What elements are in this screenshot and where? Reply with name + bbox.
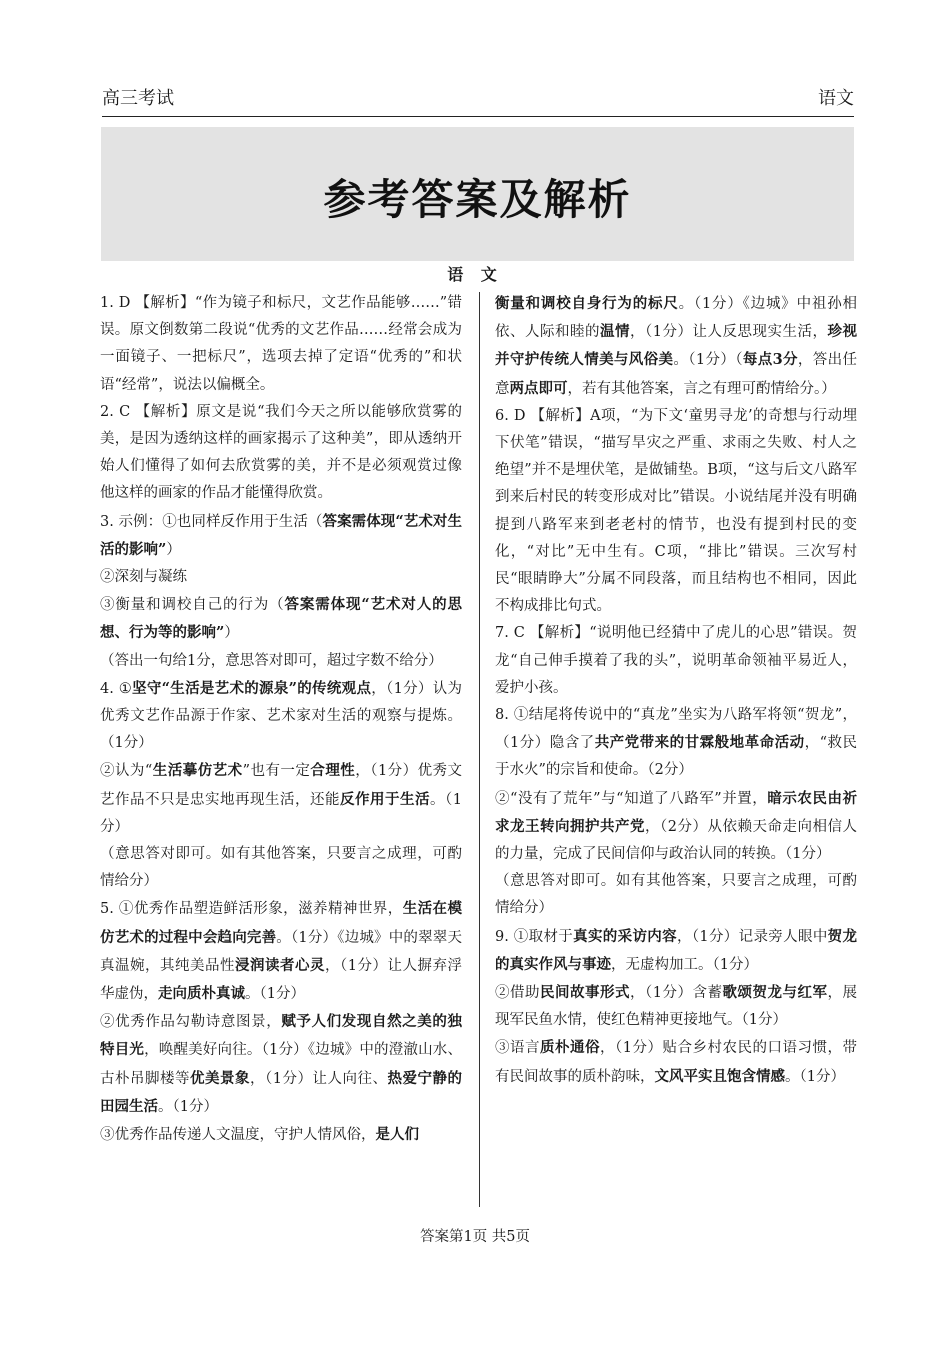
key-point-text: 珍视并守护传统人情美与风俗美 bbox=[495, 323, 858, 369]
answer-text: ，（1分）让人向往、 bbox=[250, 1070, 388, 1087]
answer-text: ，答出任意 bbox=[495, 352, 858, 397]
key-point-text: 文风平实且饱含情感 bbox=[654, 1067, 785, 1085]
answer-text: 9. ①取材于 bbox=[495, 928, 574, 945]
answer-text: 1. D 【解析】“作为镜子和标尺，文艺作品能够……”错误。原文倒数第二段说“优秀的文艺作品……经常会成为一面镜子、一把标尺”，选项去掉了定语“优秀的”和状语“经常”，说法以偏概全。 bbox=[100, 295, 462, 393]
answer-text: 。（1分） bbox=[785, 1068, 845, 1085]
key-point-text: 赋予人们发现自然之美的独特目光 bbox=[100, 1013, 463, 1059]
subject-tag: 语文 bbox=[818, 88, 854, 109]
exam-name: 高三考试 bbox=[102, 88, 174, 109]
answer-text: ） bbox=[166, 541, 181, 558]
answer-text: ，（1分）贴合乡村农民的口语习惯，带有民间故事的质朴韵味， bbox=[495, 1040, 858, 1085]
key-point-text: 生活摹仿艺术 bbox=[152, 762, 243, 780]
title-banner bbox=[101, 127, 854, 261]
key-point-text: 两点即可 bbox=[509, 379, 568, 397]
key-point-text: 生活在模仿艺术的过程中会趋向完善 bbox=[100, 900, 462, 946]
answer-paragraph bbox=[495, 868, 857, 922]
answer-text: ②“没有了荒年”与“知道了八路军”并置， bbox=[495, 790, 768, 807]
answer-text: 2. C 【解析】原文是说“我们今天之所以能够欣赏雾的美，是因为透纳这样的画家揭示了这种美”，即从透纳开始人们懂得了如何去欣赏雾的美，并不是必须观赏过像他这样的画家的作品才能懂得欣赏。 bbox=[100, 403, 462, 502]
key-point-text: 民间故事形式 bbox=[540, 984, 631, 1002]
answer-paragraph bbox=[495, 785, 857, 869]
answer-text: 4. ① bbox=[100, 680, 133, 697]
answer-text: ，无虚构加工。（1分） bbox=[611, 956, 758, 973]
key-point-text: 真实的采访内容 bbox=[573, 927, 677, 945]
answer-text: ，（1分）含蓄 bbox=[630, 985, 723, 1002]
answer-text: 5. ①优秀作品塑造鲜活形象，滋养精神世界， bbox=[100, 901, 403, 918]
key-point-text: 每点3分 bbox=[742, 351, 798, 369]
answer-text: （意思答对即可。如有其他答案，只要言之成理，可酌情给分） bbox=[495, 873, 857, 917]
answer-text: ”也有一定 bbox=[242, 763, 311, 780]
answer-paragraph bbox=[100, 757, 462, 841]
answer-text: ，（2分）从依赖天命走向相信人的力量，完成了民间信仰与政治认同的转换。（1分） bbox=[495, 818, 857, 863]
answer-text: ，“救民于水火”的宗旨和使命。（2分） bbox=[495, 735, 858, 779]
answer-text: 。（1分）（ bbox=[673, 352, 743, 369]
answer-text: ③优秀作品传递人文温度，守护人情风俗， bbox=[100, 1127, 376, 1144]
answer-text: ，若有其他答案，言之有理可酌情给分。） bbox=[567, 380, 836, 397]
answer-paragraph bbox=[495, 702, 857, 785]
key-point-text: 热爱宁静的田园生活 bbox=[100, 1069, 463, 1115]
key-point-text: 共产党带来的甘霖般地革命活动 bbox=[594, 734, 805, 752]
answer-text: ③衡量和调校自己的行为（ bbox=[100, 597, 285, 614]
subject-heading: 语 文 bbox=[447, 265, 503, 284]
answer-text: ） bbox=[224, 625, 239, 642]
answer-text: ，（1分）优秀文艺作品不只是忠实地再现生活，还能 bbox=[100, 763, 463, 808]
answer-text: ，展现军民鱼水情，使红色精神更接地气。（1分） bbox=[495, 985, 858, 1029]
key-point-text: 暗示农民由祈求龙王转向拥护共产党 bbox=[495, 789, 857, 835]
answer-text: 。（1分） bbox=[245, 986, 305, 1003]
answer-text: 8. ①结尾将传说中的“真龙”坐实为八路军将领“贺龙”，（1分）隐含了 bbox=[495, 707, 857, 752]
page-title: 参考答案及解析 bbox=[323, 175, 632, 224]
answer-text: ，（1分）让人反思现实生活， bbox=[630, 324, 828, 341]
answer-text: 。（1分）《边城》中祖孙相依、人际和睦的 bbox=[495, 296, 857, 341]
answer-text: 。（1分） bbox=[100, 791, 463, 835]
answer-text: 。（1分） bbox=[158, 1098, 218, 1115]
answer-paragraph bbox=[100, 1008, 462, 1121]
answer-column-right bbox=[495, 290, 857, 1091]
answer-paragraph bbox=[100, 841, 462, 895]
answer-paragraph bbox=[495, 979, 857, 1034]
answer-text: ②优秀作品勾勒诗意图景， bbox=[100, 1014, 282, 1031]
key-point-text: 坚守“生活是艺术的源泉”的传统观点 bbox=[132, 679, 372, 697]
answer-paragraph bbox=[100, 648, 462, 675]
key-point-text: 反作用于生活 bbox=[340, 790, 431, 808]
answer-text: ③语言 bbox=[495, 1040, 541, 1057]
key-point-text: 答案需体现“艺术对生活的影响” bbox=[100, 512, 462, 558]
answer-paragraph bbox=[495, 290, 857, 403]
key-point-text: 合理性 bbox=[310, 762, 356, 780]
answer-paragraph bbox=[100, 591, 462, 647]
answer-text: （答出一句给1分，意思答对即可，超过字数不给分） bbox=[100, 652, 443, 669]
answer-paragraph bbox=[100, 564, 462, 591]
answer-text: ②认为“ bbox=[100, 763, 153, 780]
answer-text: ②借助 bbox=[495, 985, 541, 1002]
answer-column-left bbox=[100, 290, 462, 1149]
answer-text: 6. D 【解析】A项，“为下文‘童男寻龙’的奇想与行动埋下伏笔”错误，“描写旱灾之严重、求雨之失败、村人之绝望”并不是埋伏笔，是做铺垫。B项，“这与后文八路军到来后村民的转变形成对比”错误。小说结尾并没有明确提到八路军来到老老村的情节，也没有提到村民的变化，“对比”无中生有。C项，“排比”错误。三次写村民“眼睛睁大”分属不同段落，而且结构也不相同，因此不构成排比句式。 bbox=[495, 407, 857, 615]
answer-paragraph bbox=[100, 1121, 462, 1149]
key-point-text: 衡量和调校自身行为的标尺 bbox=[495, 295, 679, 312]
answer-text: （意思答对即可。如有其他答案，只要言之成理，可酌情给分） bbox=[100, 846, 462, 890]
answer-text: 3. 示例：①也同样反作用于生活（ bbox=[100, 513, 323, 530]
key-point-text: 浸润读者心灵 bbox=[235, 956, 326, 974]
key-point-text: 走向质朴真诚 bbox=[158, 985, 245, 1003]
key-point-text: 质朴通俗 bbox=[540, 1039, 601, 1057]
key-point-text: 贺龙的真实作风与事迹 bbox=[495, 927, 857, 973]
key-point-text: 答案需体现“艺术对人的思想、行为等的影响” bbox=[100, 596, 462, 642]
answer-paragraph bbox=[495, 403, 857, 621]
column-divider bbox=[479, 292, 480, 1207]
key-point-text: 歌颂贺龙与红军 bbox=[722, 984, 828, 1002]
key-point-text: 是人们 bbox=[375, 1126, 419, 1144]
answer-text: 。（1分）《边城》中的翠翠天真温婉，其纯美品性 bbox=[100, 929, 462, 974]
answer-paragraph bbox=[100, 290, 462, 399]
answer-paragraph bbox=[495, 923, 857, 979]
answer-paragraph bbox=[100, 508, 462, 564]
key-point-text: 温情 bbox=[600, 323, 631, 341]
page-header bbox=[102, 82, 854, 117]
answer-text: ，（1分）记录旁人眼中 bbox=[676, 928, 828, 945]
answer-text: ，唤醒美好向往。（1分）《边城》中的澄澈山水、古朴吊脚楼等 bbox=[100, 1042, 462, 1087]
answer-text: 7. C 【解析】“说明他已经猜中了虎儿的心思”错误。贺龙“自己伸手摸着了我的头”，说明革命领袖平易近人，爱护小孩。 bbox=[495, 625, 857, 696]
page-footer: 答案第1页 共5页 bbox=[419, 1229, 531, 1245]
answer-paragraph bbox=[495, 1034, 857, 1090]
answer-paragraph bbox=[100, 675, 462, 758]
answer-paragraph bbox=[495, 620, 857, 702]
answer-paragraph bbox=[100, 399, 462, 508]
answer-text: ，（1分）让人摒弃浮华虚伪， bbox=[100, 957, 463, 1003]
answer-text: ，（1分）认为优秀文艺作品源于作家、艺术家对生活的观察与提炼。（1分） bbox=[100, 680, 462, 752]
answer-paragraph bbox=[100, 895, 462, 1008]
key-point-text: 优美景象 bbox=[190, 1069, 251, 1087]
answer-text: ②深刻与凝练 bbox=[100, 569, 187, 586]
